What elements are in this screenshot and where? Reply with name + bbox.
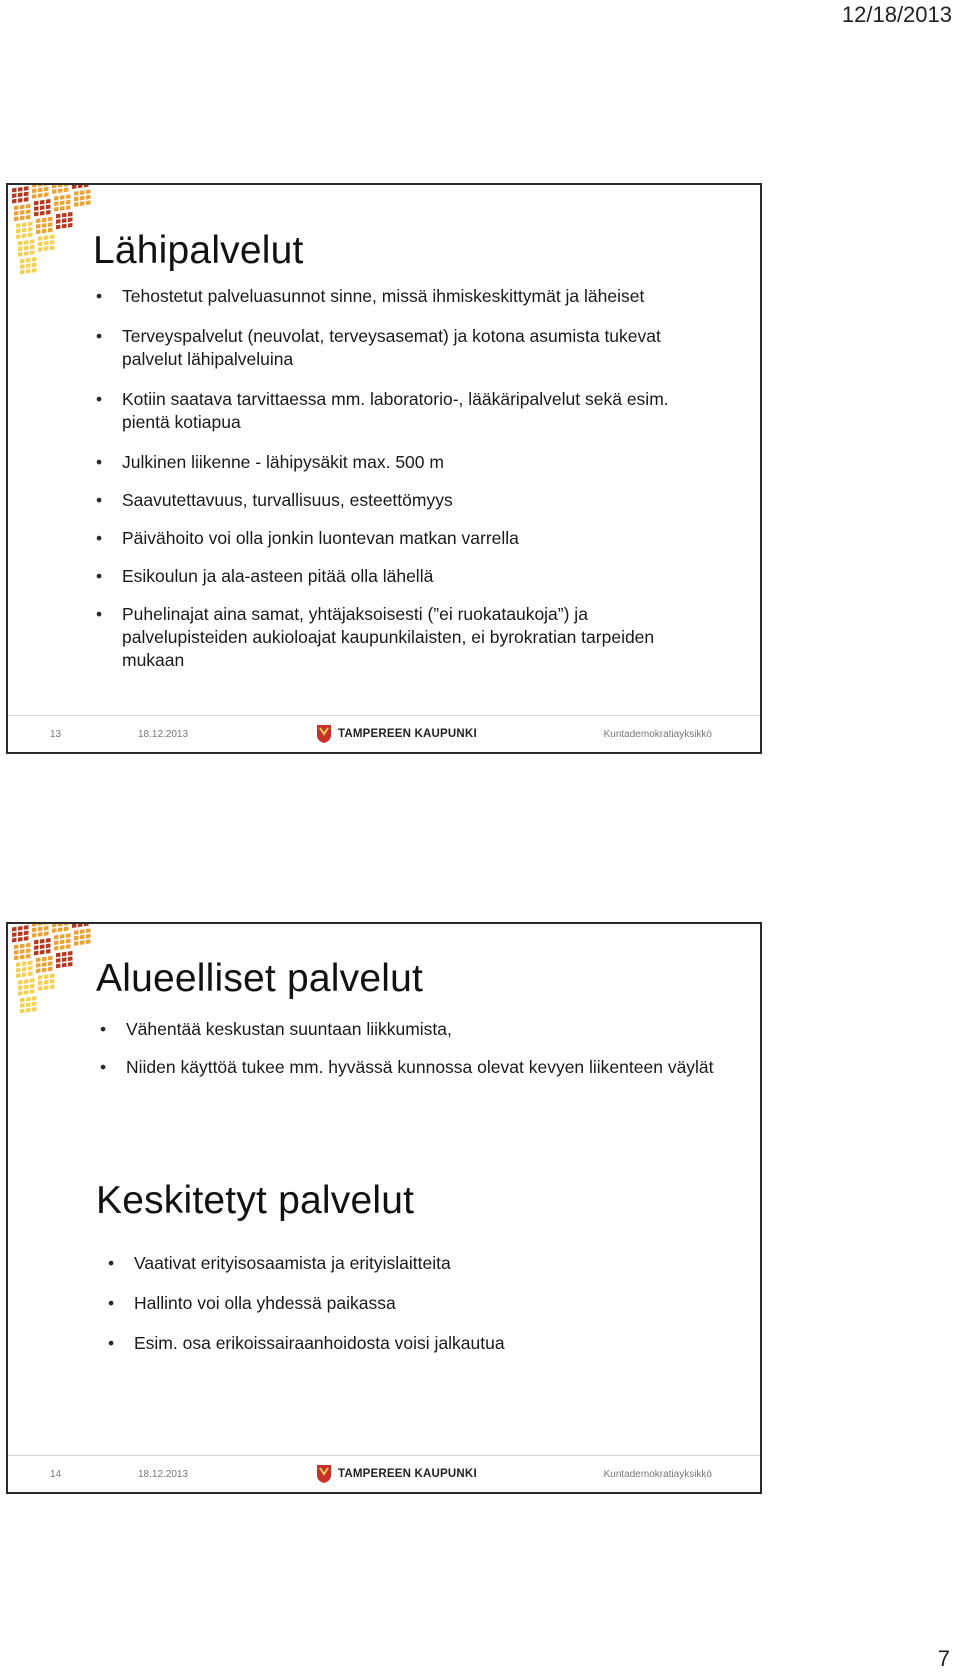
logo-tile <box>42 962 47 967</box>
logo-tile <box>66 205 71 210</box>
logo-tile <box>46 205 51 210</box>
logo-tile <box>66 194 71 199</box>
logo-tile <box>80 935 85 940</box>
logo-tile <box>44 924 49 925</box>
logo-tile <box>46 210 51 215</box>
bullet-item: • Puhelinajat aina samat, yhtäjaksoisesti (”ei ruokataukoja”) ja palvelupisteiden aukioloajat kaupunkilaisten, ei byrokratian tarpeiden mukaan <box>96 603 716 672</box>
logo-tile <box>24 251 29 256</box>
logo-tile <box>18 985 23 990</box>
logo-tile <box>38 185 43 187</box>
logo-tile <box>62 952 67 957</box>
logo-tile <box>84 924 89 926</box>
logo-tile <box>30 989 35 994</box>
logo-tile <box>30 245 35 250</box>
logo-tile <box>42 223 47 228</box>
logo-tile <box>24 925 29 930</box>
bullet-item: • Kotiin saatava tarvittaessa mm. laboratorio-, lääkäripalvelut sekä esim. pientä kotiapua <box>96 388 716 434</box>
logo-tile <box>40 200 45 205</box>
logo-tile <box>36 218 41 223</box>
logo-tile <box>72 924 77 928</box>
logo-tile <box>60 206 65 211</box>
logo-tile <box>62 224 67 229</box>
logo-tile <box>24 240 29 245</box>
logo-tile <box>38 975 43 980</box>
slide-number: 14 <box>50 1469 62 1480</box>
logo-tile <box>14 206 19 211</box>
logo-tile <box>14 211 19 216</box>
logo-tile <box>24 192 29 197</box>
logo-tile <box>36 224 41 229</box>
logo-tile <box>40 939 45 944</box>
brand <box>316 724 477 744</box>
logo-tile <box>74 930 79 935</box>
logo-tile <box>56 225 61 230</box>
logo-tile <box>24 197 29 202</box>
tampere-crest-icon <box>316 1464 332 1484</box>
logo-tile <box>60 945 65 950</box>
bullet-item: • Vaativat erityisosaamista ja erityislaitteita <box>108 1252 718 1275</box>
bullet-item: • Päivähoito voi olla jonkin luontevan matkan varrella <box>96 527 716 550</box>
logo-tile <box>26 263 31 268</box>
logo-tile <box>38 188 43 193</box>
section-title: Keskitetyt palvelut <box>96 1179 415 1222</box>
logo-tile <box>56 964 61 969</box>
logo-tile <box>46 944 51 949</box>
logo-tile <box>24 186 29 191</box>
bullet-item: • Saavutettavuus, turvallisuus, esteettömyys <box>96 489 716 512</box>
logo-tile <box>44 241 49 246</box>
logo-tile <box>20 1003 25 1008</box>
logo-tile <box>24 990 29 995</box>
logo-tile <box>54 946 59 951</box>
logo-tile <box>62 213 67 218</box>
logo-tile <box>68 217 73 222</box>
logo-tile <box>28 222 33 227</box>
logo-tile <box>48 967 53 972</box>
logo-tile <box>78 924 83 927</box>
logo-tile <box>50 973 55 978</box>
logo-tile <box>20 944 25 949</box>
logo-tile <box>38 242 43 247</box>
logo-tile <box>34 940 39 945</box>
logo-tile <box>28 961 33 966</box>
bullet-item: • Julkinen liikenne - lähipysäkit max. 500 m <box>96 451 716 474</box>
logo-tile <box>54 207 59 212</box>
logo-tile <box>32 188 37 193</box>
logo-tile <box>86 195 91 200</box>
logo-tile <box>14 956 19 961</box>
logo-tile <box>66 200 71 205</box>
logo-tile <box>32 185 37 188</box>
page-number: 7 <box>937 1646 950 1671</box>
logo-tile <box>22 961 27 966</box>
logo-tile <box>46 938 51 943</box>
logo-tile <box>86 939 91 944</box>
logo-tile <box>80 940 85 945</box>
logo-tile <box>74 941 79 946</box>
logo-tile <box>44 235 49 240</box>
logo-tile <box>20 998 25 1003</box>
logo-tile <box>16 962 21 967</box>
logo-tile <box>28 227 33 232</box>
logo-tile <box>26 948 31 953</box>
logo-tile <box>44 926 49 931</box>
logo-tile <box>68 962 73 967</box>
logo-tile <box>24 246 29 251</box>
bullet-list <box>108 1252 718 1355</box>
logo-tile <box>60 201 65 206</box>
logo-tile <box>58 188 63 193</box>
logo-tile <box>34 206 39 211</box>
logo-tile <box>18 187 23 192</box>
logo-tile <box>44 192 49 197</box>
logo-tile <box>34 945 39 950</box>
logo-tile <box>52 189 57 194</box>
logo-tile <box>32 924 37 927</box>
logo-tile <box>16 234 21 239</box>
bullet-list <box>100 1018 720 1079</box>
logo-tile <box>26 954 31 959</box>
brand-name: TAMPEREEN KAUPUNKI <box>338 1468 477 1480</box>
logo-tile <box>14 950 19 955</box>
logo-tile <box>38 247 43 252</box>
logo-tile <box>20 955 25 960</box>
logo-tile <box>22 222 27 227</box>
logo-tile <box>12 188 17 193</box>
logo-tile <box>34 212 39 217</box>
logo-tile <box>40 211 45 216</box>
logo-tile <box>58 927 63 932</box>
logo-tile <box>40 950 45 955</box>
logo-tile <box>24 936 29 941</box>
brand-name: TAMPEREEN KAUPUNKI <box>338 728 477 740</box>
slide-13 <box>6 183 762 754</box>
logo-tile <box>66 944 71 949</box>
logo-tile <box>22 228 27 233</box>
logo-tile <box>18 198 23 203</box>
logo-tile <box>42 957 47 962</box>
logo-tile <box>18 991 23 996</box>
logo-tile <box>18 980 23 985</box>
logo-tile <box>20 949 25 954</box>
logo-tile <box>32 268 37 273</box>
logo-tile <box>14 217 19 222</box>
logo-tile <box>64 185 69 187</box>
logo-tile <box>20 270 25 275</box>
logo-tile <box>38 981 43 986</box>
slide-14 <box>6 922 762 1494</box>
logo-tile <box>44 985 49 990</box>
logo-tile <box>22 967 27 972</box>
slide-date: 18.12.2013 <box>138 1469 189 1480</box>
logo-tile <box>50 240 55 245</box>
logo-tile <box>18 246 23 251</box>
logo-tile <box>44 980 49 985</box>
logo-tile <box>24 985 29 990</box>
logo-tile <box>86 928 91 933</box>
logo-tile <box>22 233 27 238</box>
bullet-list <box>96 285 716 672</box>
logo-tile <box>44 187 49 192</box>
logo-tile <box>68 951 73 956</box>
logo-tile <box>44 246 49 251</box>
logo-tile <box>28 233 33 238</box>
logo-tile <box>12 193 17 198</box>
logo-tile <box>26 943 31 948</box>
logo-tile <box>60 934 65 939</box>
logo-tile <box>74 191 79 196</box>
logo-tile <box>18 241 23 246</box>
logo-tile <box>56 214 61 219</box>
slide-title: Alueelliset palvelut <box>96 957 424 1000</box>
logo-tile <box>26 269 31 274</box>
logo-tile <box>50 245 55 250</box>
logo-tile <box>26 1002 31 1007</box>
logo-tile <box>20 259 25 264</box>
logo-tile <box>56 219 61 224</box>
logo-tile <box>38 927 43 932</box>
logo-tile <box>86 200 91 205</box>
logo-tile <box>32 933 37 938</box>
logo-tile <box>50 979 55 984</box>
logo-tile <box>36 957 41 962</box>
logo-tile <box>46 199 51 204</box>
logo-tile <box>20 1009 25 1014</box>
brand <box>316 1464 477 1484</box>
logo-tile <box>52 924 57 927</box>
logo-tile <box>72 185 77 189</box>
logo-tile <box>50 984 55 989</box>
logo-tile <box>18 937 23 942</box>
logo-tile <box>64 926 69 931</box>
logo-tile <box>52 928 57 933</box>
logo-tile <box>42 968 47 973</box>
logo-tile <box>56 953 61 958</box>
logo-tile <box>54 940 59 945</box>
logo-tile <box>32 194 37 199</box>
logo-tile <box>78 185 83 188</box>
logo-tile <box>18 926 23 931</box>
logo-tile <box>20 205 25 210</box>
logo-tile <box>80 201 85 206</box>
logo-tile <box>42 229 47 234</box>
logo-tile <box>44 974 49 979</box>
logo-tile <box>50 234 55 239</box>
logo-tile <box>80 196 85 201</box>
logo-tile <box>48 228 53 233</box>
page-date: 12/18/2013 <box>841 2 952 27</box>
logo-tile <box>44 185 49 186</box>
logo-tile <box>42 218 47 223</box>
logo-tile <box>58 185 63 187</box>
logo-tile <box>32 927 37 932</box>
logo-tile <box>40 205 45 210</box>
logo-tile <box>20 264 25 269</box>
logo-tile <box>20 216 25 221</box>
logo-tile <box>30 239 35 244</box>
logo-tile <box>34 201 39 206</box>
logo-tile <box>30 250 35 255</box>
slide-date: 18.12.2013 <box>138 729 189 740</box>
logo-tile <box>66 939 71 944</box>
slide-title: Lähipalvelut <box>93 229 304 272</box>
bullet-item: • Esikoulun ja ala-asteen pitää olla lähellä <box>96 565 716 588</box>
logo-tile <box>14 945 19 950</box>
logo-tile <box>40 944 45 949</box>
logo-tile <box>28 966 33 971</box>
logo-tile <box>32 996 37 1001</box>
logo-tile <box>38 193 43 198</box>
logo-tile <box>74 202 79 207</box>
logo-tile <box>74 197 79 202</box>
logo-tile <box>44 931 49 936</box>
logo-tile <box>62 218 67 223</box>
bullet-item: • Esim. osa erikoissairaanhoidosta voisi jalkautua <box>108 1332 718 1355</box>
logo-tile <box>28 972 33 977</box>
logo-tile <box>16 223 21 228</box>
logo-tile <box>54 201 59 206</box>
logo-tile <box>18 192 23 197</box>
bullet-item: • Terveyspalvelut (neuvolat, terveysasemat) ja kotona asumista tukevat palvelut lähipalveluina <box>96 325 716 371</box>
logo-tile <box>34 951 39 956</box>
tampere-crest-icon <box>316 724 332 744</box>
logo-tile <box>32 262 37 267</box>
logo-tile <box>16 973 21 978</box>
logo-tile <box>26 997 31 1002</box>
logo-tile <box>16 229 21 234</box>
logo-tile <box>30 978 35 983</box>
logo-tile <box>12 199 17 204</box>
logo-tile <box>66 933 71 938</box>
bullet-item: • Hallinto voi olla yhdessä paikassa <box>108 1292 718 1315</box>
logo-tile <box>36 968 41 973</box>
logo-tile <box>16 968 21 973</box>
logo-tile <box>12 927 17 932</box>
logo-tile <box>18 931 23 936</box>
logo-tile <box>36 963 41 968</box>
logo-tile <box>80 190 85 195</box>
logo-tile <box>24 931 29 936</box>
org-unit: Kuntademokratiayksikkö <box>603 729 712 740</box>
logo-tile <box>56 958 61 963</box>
logo-tile <box>48 956 53 961</box>
bullet-item: • Vähentää keskustan suuntaan liikkumista, <box>100 1018 720 1041</box>
bullet-item: • Tehostetut palveluasunnot sinne, missä ihmiskeskittymät ja läheiset <box>96 285 716 308</box>
logo-tile <box>80 929 85 934</box>
bullet-item: • Niiden käyttöä tukee mm. hyvässä kunnossa olevat kevyen liikenteen väylät <box>100 1056 720 1079</box>
logo-tile <box>12 938 17 943</box>
logo-tile <box>84 185 89 187</box>
logo-tile <box>86 934 91 939</box>
logo-tile <box>68 223 73 228</box>
logo-tile <box>64 924 69 926</box>
slide-number: 13 <box>50 729 62 740</box>
logo-tile <box>68 212 73 217</box>
logo-tile <box>26 1008 31 1013</box>
logo-tile <box>64 187 69 192</box>
logo-tile <box>86 189 91 194</box>
logo-tile <box>38 236 43 241</box>
slide-footer <box>8 715 760 752</box>
logo-tile <box>26 209 31 214</box>
logo-tile <box>38 924 43 926</box>
logo-tile <box>22 972 27 977</box>
logo-tile <box>30 984 35 989</box>
logo-tile <box>46 949 51 954</box>
logo-tile <box>54 196 59 201</box>
logo-tile <box>38 932 43 937</box>
logo-tile <box>74 936 79 941</box>
logo-tile <box>24 979 29 984</box>
logo-tile <box>48 961 53 966</box>
logo-tile <box>36 229 41 234</box>
logo-tile <box>32 1001 37 1006</box>
logo-tile <box>62 957 67 962</box>
logo-tile <box>12 932 17 937</box>
org-unit: Kuntademokratiayksikkö <box>603 1469 712 1480</box>
logo-tile <box>26 204 31 209</box>
logo-tile <box>60 940 65 945</box>
slide-footer <box>8 1455 760 1492</box>
logo-tile <box>58 924 63 926</box>
logo-tile <box>32 1007 37 1012</box>
logo-tile <box>68 956 73 961</box>
logo-tile <box>48 217 53 222</box>
logo-tile <box>20 210 25 215</box>
logo-tile <box>54 935 59 940</box>
logo-tile <box>48 222 53 227</box>
logo-tile <box>52 185 57 188</box>
logo-tile <box>26 215 31 220</box>
logo-tile <box>62 963 67 968</box>
logo-tile <box>60 195 65 200</box>
logo-tile <box>32 257 37 262</box>
logo-tile <box>38 986 43 991</box>
logo-tile <box>26 258 31 263</box>
logo-tile <box>18 252 23 257</box>
